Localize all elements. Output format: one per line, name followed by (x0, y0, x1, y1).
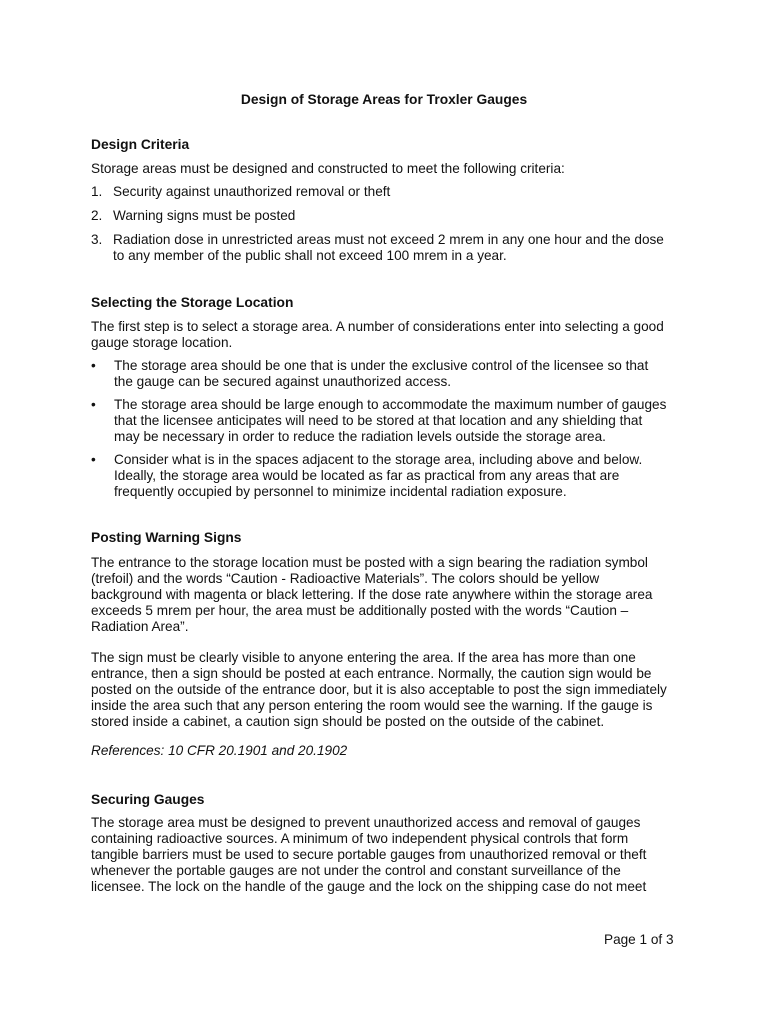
bullet-marker: • (91, 358, 96, 373)
heading-securing-gauges: Securing Gauges (91, 792, 205, 807)
posting-paragraph-2 (91, 650, 683, 730)
heading-selecting-storage-location: Selecting the Storage Location (91, 295, 294, 310)
bullet-text: that the licensee anticipates will need to be stored at that location and any shielding that (114, 413, 643, 428)
paragraph-line: containing radioactive sources. A minimum of two independent physical controls that form (91, 831, 629, 846)
paragraph-line: The storage area must be designed to prevent unauthorized access and removal of gauges (91, 815, 641, 830)
criteria-item (91, 232, 691, 264)
bullet-text: frequently occupied by personnel to minimize incidental radiation exposure. (114, 484, 567, 499)
paragraph-line: whenever the portable gauges are not under the control and constant surveillance of the (91, 863, 621, 878)
design-criteria-intro: Storage areas must be designed and constructed to meet the following criteria: (91, 161, 565, 176)
paragraph-line: exceeds 5 mrem per hour, the area must be additionally posted with the words “Caution – (91, 603, 629, 618)
paragraph-line: background with magenta or black lettering. If the dose rate anywhere within the storage area (91, 587, 653, 602)
paragraph-line: posted on the outside of the entrance door, but it is also acceptable to post the sign immediately (91, 682, 667, 697)
list-item-text: to any member of the public shall not exceed 100 mrem in a year. (113, 248, 507, 263)
paragraph-line: The sign must be clearly visible to anyone entering the area. If the area has more than one (91, 650, 636, 665)
paragraph-line: tangible barriers must be used to secure portable gauges from unauthorized removal or theft (91, 847, 647, 862)
bullet-text: Consider what is in the spaces adjacent to the storage area, including above and below. (114, 452, 643, 467)
bullet-text: The storage area should be one that is under the exclusive control of the licensee so that (114, 358, 649, 373)
list-number: 3. (91, 232, 103, 247)
criteria-item (91, 184, 691, 200)
paragraph-line: The entrance to the storage location must be posted with a sign bearing the radiation symbol (91, 555, 648, 570)
bullet-marker: • (91, 452, 96, 467)
list-item-text: Security against unauthorized removal or theft (113, 184, 391, 199)
list-number: 2. (91, 208, 103, 223)
list-number: 1. (91, 184, 103, 199)
criteria-item (91, 208, 691, 224)
bullet-text: Ideally, the storage area would be located as far as practical from any areas that are (114, 468, 620, 483)
selecting-intro (91, 319, 683, 351)
references-line: References: 10 CFR 20.1901 and 20.1902 (91, 743, 348, 758)
document-title: Design of Storage Areas for Troxler Gauges (240, 92, 528, 107)
paragraph-line: licensee. The lock on the handle of the gauge and the lock on the shipping case do not meet (91, 879, 647, 894)
paragraph-line: gauge storage location. (91, 335, 233, 350)
bullet-item (91, 397, 691, 445)
bullet-text: the gauge can be secured against unauthorized access. (114, 374, 452, 389)
heading-design-criteria: Design Criteria (91, 137, 190, 152)
bullet-marker: • (91, 397, 96, 412)
paragraph-line: inside the area such that any person entering the room would see the warning. If the gauge is (91, 698, 653, 713)
list-item-text: Warning signs must be posted (113, 208, 296, 223)
paragraph-line: stored inside a cabinet, a caution sign should be posted on the outside of the cabinet. (91, 714, 605, 729)
heading-posting-warning-signs: Posting Warning Signs (91, 530, 242, 545)
paragraph-line: entrance, then a sign should be posted at each entrance. Normally, the caution sign would be (91, 666, 652, 681)
paragraph-line: The first step is to select a storage area. A number of considerations enter into selecting a good (91, 319, 664, 334)
posting-paragraph-1 (91, 555, 683, 635)
paragraph-line: Radiation Area”. (91, 619, 189, 634)
bullet-item (91, 452, 691, 500)
securing-paragraph (91, 815, 683, 895)
bullet-text: may be necessary in order to reduce the radiation levels outside the storage area. (114, 429, 606, 444)
paragraph-line: (trefoil) and the words “Caution - Radioactive Materials”. The colors should be yellow (91, 571, 600, 586)
list-item-text: Radiation dose in unrestricted areas must not exceed 2 mrem in any one hour and the dose (113, 232, 664, 247)
page-number: Page 1 of 3 (604, 932, 674, 947)
bullet-item (91, 358, 691, 390)
bullet-text: The storage area should be large enough to accommodate the maximum number of gauges (114, 397, 667, 412)
